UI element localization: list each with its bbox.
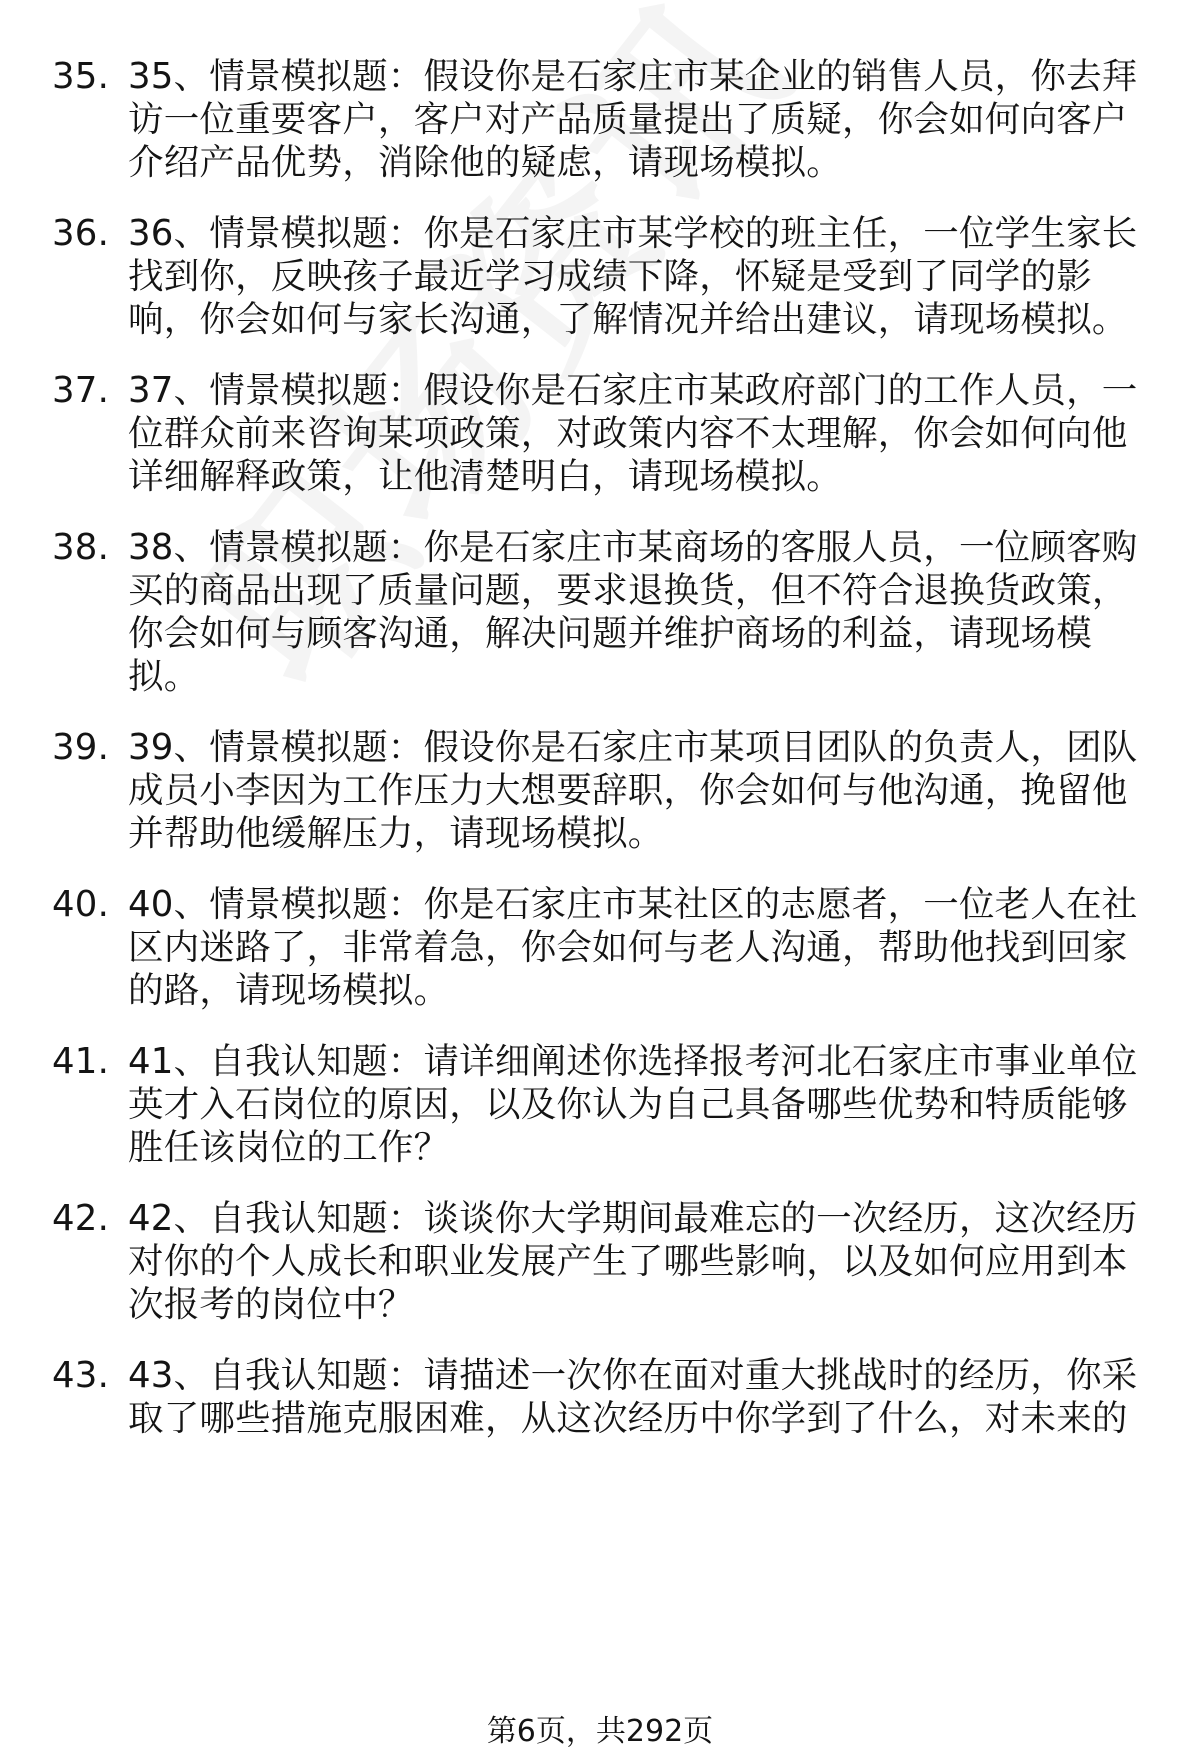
question-text: 36、情景模拟题：你是石家庄市某学校的班主任，一位学生家长找到你，反映孩子最近学习成绩下降，怀疑是受到了同学的影响，你会如何与家长沟通，了解情况并给出建议，请现场模拟。: [128, 213, 1138, 340]
question-item: [52, 726, 1162, 855]
question-item: [52, 1040, 1162, 1169]
question-item: [52, 369, 1162, 498]
question-item: [52, 526, 1162, 698]
question-text: 40、情景模拟题：你是石家庄市某社区的志愿者，一位老人在社区内迷路了，非常着急，你会如何与老人沟通，帮助他找到回家的路，请现场模拟。: [128, 884, 1138, 1011]
question-number: 38.: [52, 527, 110, 568]
question-text: 43、自我认知题：请描述一次你在面对重大挑战时的经历，你采取了哪些措施克服困难，从这次经历中你学到了什么，对未来的: [128, 1355, 1138, 1439]
question-item: [52, 883, 1162, 1012]
question-number: 37.: [52, 370, 110, 411]
question-number: 36.: [52, 213, 110, 254]
question-item: [52, 1197, 1162, 1326]
question-text: 39、情景模拟题：假设你是石家庄市某项目团队的负责人，团队成员小李因为工作压力大想要辞职，你会如何与他沟通，挽留他并帮助他缓解压力，请现场模拟。: [128, 727, 1138, 854]
question-item: [52, 1354, 1162, 1440]
question-number: 42.: [52, 1198, 110, 1239]
question-number: 41.: [52, 1041, 110, 1082]
question-text: 41、自我认知题：请详细阐述你选择报考河北石家庄市事业单位英才入石岗位的原因，以及你认为自己具备哪些优势和特质能够胜任该岗位的工作？: [128, 1041, 1138, 1168]
question-number: 39.: [52, 727, 110, 768]
question-text: 35、情景模拟题：假设你是石家庄市某企业的销售人员，你去拜访一位重要客户，客户对产品质量提出了质疑，你会如何向客户介绍产品优势，消除他的疑虑，请现场模拟。: [128, 56, 1138, 183]
question-number: 43.: [52, 1355, 110, 1396]
question-number: 40.: [52, 884, 110, 925]
question-text: 38、情景模拟题：你是石家庄市某商场的客服人员，一位顾客购买的商品出现了质量问题，要求退换货，但不符合退换货政策，你会如何与顾客沟通，解决问题并维护商场的利益，请现场模拟。: [128, 527, 1138, 697]
question-list: [52, 55, 1162, 1468]
question-item: [52, 55, 1162, 184]
page-number-footer: 第6页，共292页: [486, 1714, 714, 1749]
question-text: 37、情景模拟题：假设你是石家庄市某政府部门的工作人员，一位群众前来咨询某项政策，对政策内容不太理解，你会如何向他详细解释政策，让他清楚明白，请现场模拟。: [128, 370, 1138, 497]
question-number: 35.: [52, 56, 110, 97]
question-text: 42、自我认知题：谈谈你大学期间最难忘的一次经历，这次经历对你的个人成长和职业发展产生了哪些影响，以及如何应用到本次报考的岗位中？: [128, 1198, 1138, 1325]
question-item: [52, 212, 1162, 341]
